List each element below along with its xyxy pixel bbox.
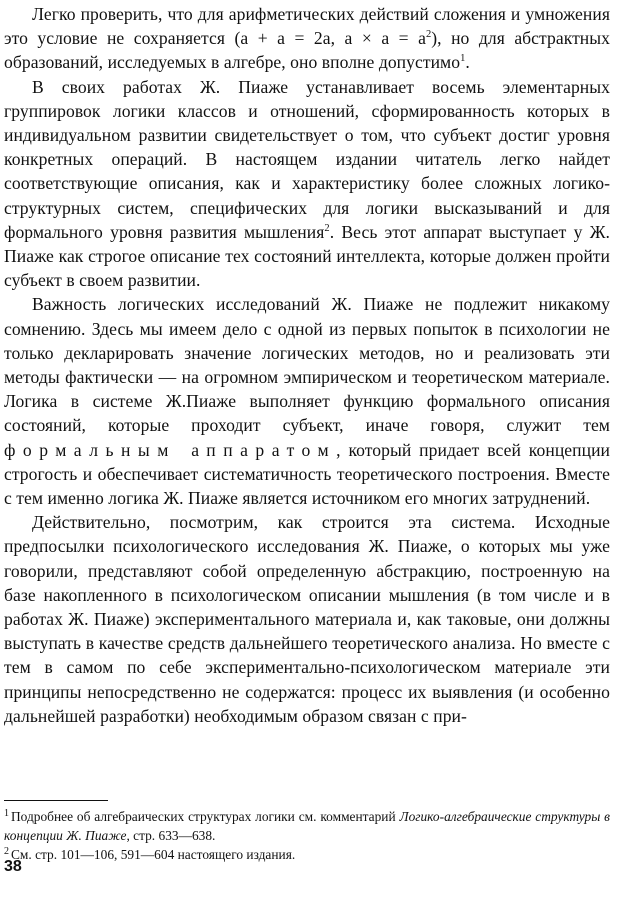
paragraph-2: В своих работах Ж. Пиаже устанавливает восемь элементарных группировок логики классов и отношений, сформированность которых в индивидуальном развитии свидетельствует о том, что субъект достиг уровня конкретных операций. В настоящем издании читатель легко найдет соответствующие описания, как и характеристику более сложных логико-структурных систем, специфических для логики высказываний и для формального уровня развития мышления$^2$. Весь этот аппарат выступает у Ж. Пиаже как строгое описание тех состояний интеллекта, которые должен пройти субъект в своем развитии. (4, 76, 610, 291)
footnote-ref-2: 2 (324, 222, 330, 234)
superscript: 2 (425, 29, 432, 41)
spaced-emphasis: формальным аппаратом (4, 439, 337, 460)
footnote-2: $^2$ См. стр. 101—106, 591—604 настоящего издания. (4, 845, 296, 862)
page-number: 38 (4, 858, 22, 875)
footnotes (4, 807, 610, 864)
footnote-divider (4, 800, 108, 801)
paragraph-3: Важность логических исследований Ж. Пиаже не подлежит никакому сомнению. Здесь мы имеем дело с одной из первых попыток в психологии не только декларировать значение логических методов, но и реализовать эти методы фактически — на огромном эмпирическом и теоретическом материале. Логика в системе Ж.Пиаже выполняет функцию формального описания состояний, которые проходит субъект, иначе говоря, служит тем формальным аппаратом, который придает всей концепции строгость и обеспечивает систематичность теоретического построения. Вместе с тем именно логика Ж. Пиаже является источником его многих затруднений. (4, 294, 610, 509)
main-text (4, 2, 610, 728)
footnote-ref-1: 1 (460, 53, 466, 65)
paragraph-1: Легко проверить, что для арифметических действий сложения и умножения это условие не сохраняется (a + a = 2a, $a \times a = a^2$), но для абстрактных образований, исследуемых в алгебре, оно вполне допустимо$^1$. (4, 4, 610, 73)
paragraph-4: Действительно, посмотрим, как строится эта система. Исходные предпосылки психологического исследования Ж. Пиаже, о которых мы уже говорили, представляют собой определенную абстракцию, построенную на базе накопленного в психологическом описании мышления (в том числе и в работах Ж. Пиаже) экспериментального материала и, как таковые, они должны выступать в качестве средств дальнейшего теоретического анализа. Но вместе с тем в самом по себе экспериментально-психологическом материале эти принципы непосредственно не содержатся: процесс их выявления (и особенно дальнейшей разработки) необходимым образом связан с при- (4, 512, 610, 726)
footnote-1: $^1$ Подробнее об алгебраических структурах логики см. комментарий Логико-алгебраические структуры в концепции Ж. Пиаже, стр. 633—638. (4, 807, 610, 843)
